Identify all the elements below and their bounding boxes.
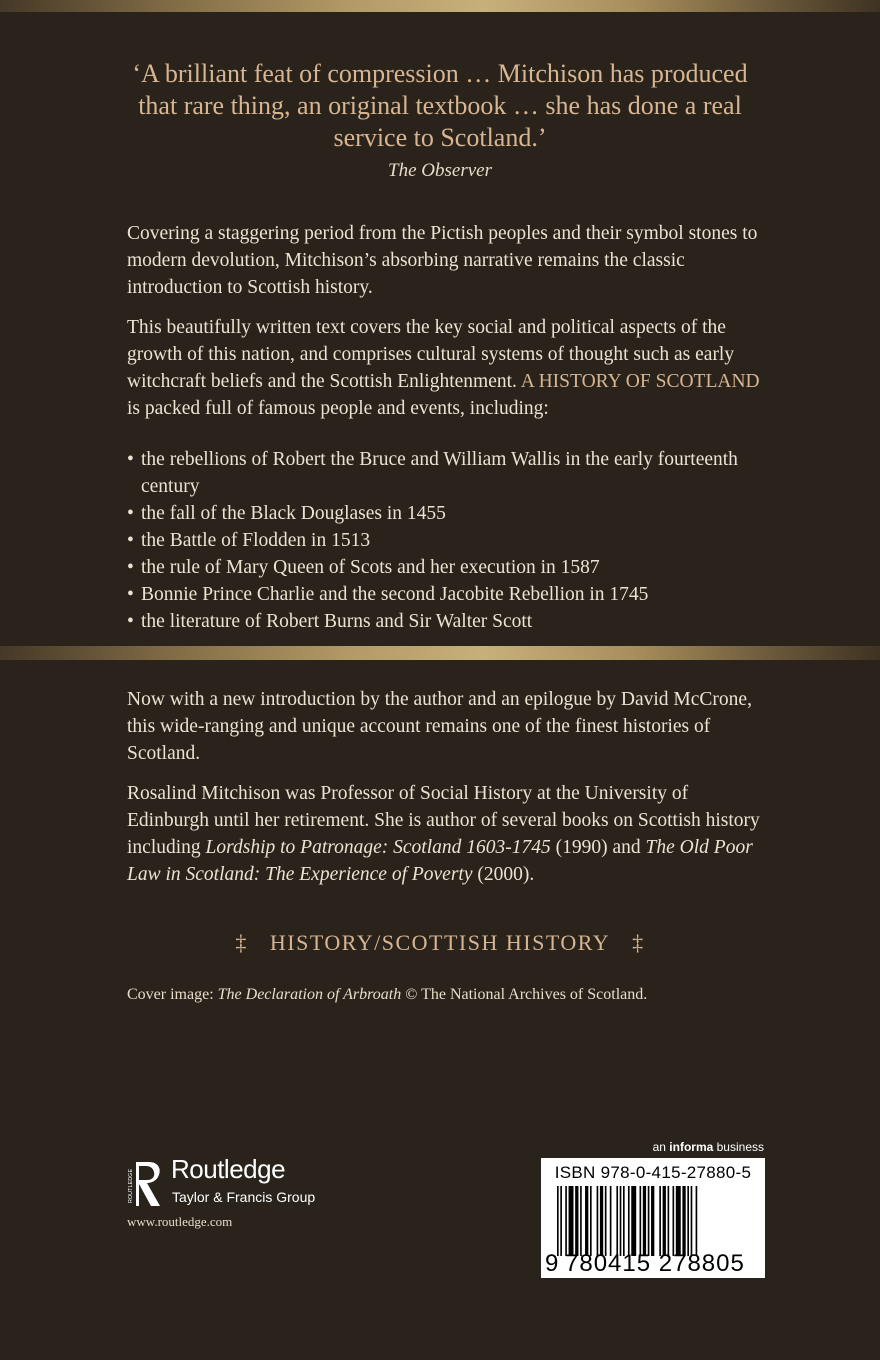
- content-paragraph-text-end: is packed full of famous people and events, including:: [127, 398, 549, 419]
- author-bio-text: Rosalind Mitchison was Professor of Social History at the University of Edinburgh until her retirement. She is author of several books on Scottish history including: [127, 783, 760, 858]
- list-item: • the rebellions of Robert the Bruce and William Wallis in the early fourteenth century: [127, 446, 767, 500]
- cover-image-title: The Declaration of Arbroath: [217, 986, 402, 1003]
- barcode-stripe: [557, 1186, 559, 1256]
- logo-text: ROUTLEDGE: [128, 1168, 134, 1204]
- author-bio-text-2: (1990) and: [550, 837, 646, 858]
- barcode-stripe: [575, 1186, 578, 1256]
- barcode-stripe: [605, 1186, 607, 1256]
- publisher-block: [127, 1152, 367, 1234]
- ean-first-digit: 9: [545, 1250, 560, 1277]
- barcode-stripe: [616, 1186, 618, 1256]
- ean-digits-rest: 780415 278805: [565, 1250, 745, 1277]
- barcode-bars: [557, 1186, 757, 1256]
- barcode-stripe: [691, 1186, 693, 1256]
- barcode-stripe: [673, 1186, 675, 1256]
- review-quote: ‘A brilliant feat of compression … Mitchison has produced that rare thing, an original textbook … she has done a real service to Scotland.’: [132, 59, 748, 152]
- barcode-stripe: [623, 1186, 625, 1256]
- content-paragraph: [127, 314, 767, 422]
- ornament-icon: ‡: [235, 930, 248, 955]
- routledge-logo-icon: [127, 1156, 165, 1212]
- barcode-stripe: [676, 1186, 681, 1256]
- barcode-stripe: [569, 1186, 574, 1256]
- barcode-stripe: [682, 1186, 685, 1256]
- subject-category: [127, 930, 753, 956]
- edition-paragraph: Now with a new introduction by the author and an epilogue by David McCrone, this wide-ranging and unique account remains one of the finest histories of Scotland.: [127, 689, 752, 764]
- list-item: • Bonnie Prince Charlie and the second Jacobite Rebellion in 1745: [127, 581, 767, 608]
- quote-source: The Observer: [388, 160, 492, 181]
- list-item: • the fall of the Black Douglases in 1455: [127, 500, 767, 527]
- author-bio-text-3: (2000).: [472, 864, 535, 885]
- informa-brand: informa: [669, 1140, 714, 1154]
- informa-tagline: [653, 1140, 764, 1154]
- barcode-stripe: [659, 1186, 661, 1256]
- book-title-1: Lordship to Patronage: Scotland 1603-1745: [205, 837, 551, 858]
- category-label: HISTORY/SCOTTISH HISTORY: [269, 930, 611, 955]
- barcode-stripe: [560, 1186, 562, 1256]
- barcode-stripe: [610, 1186, 612, 1256]
- barcode-stripe: [628, 1186, 630, 1256]
- top-gold-band: [0, 0, 880, 12]
- barcode-stripe: [696, 1186, 698, 1256]
- informa-prefix: an: [652, 1140, 670, 1154]
- barcode-stripe: [565, 1186, 567, 1256]
- barcode-stripe: [640, 1186, 642, 1256]
- barcode-stripe: [585, 1186, 588, 1256]
- barcode-stripe: [668, 1186, 670, 1256]
- barcode-stripe: [631, 1186, 636, 1256]
- highlights-list: [127, 446, 767, 635]
- isbn-label: ISBN 978-0-415-27880-5: [554, 1163, 752, 1182]
- barcode-stripe: [663, 1186, 666, 1256]
- intro-paragraph: Covering a staggering period from the Pictish peoples and their symbol stones to modern devolution, Mitchison’s absorbing narrative remains the classic introduction to Scottish history.: [127, 223, 758, 298]
- barcode-stripe: [687, 1186, 689, 1256]
- barcode-stripe: [643, 1186, 646, 1256]
- publisher-group: Taylor & Francis Group: [172, 1189, 316, 1205]
- middle-gold-band: [0, 646, 880, 660]
- book-title-highlight: A HISTORY OF SCOTLAND: [520, 371, 760, 392]
- barcode-stripe: [597, 1186, 599, 1256]
- list-item: • the literature of Robert Burns and Sir Walter Scott: [127, 608, 767, 635]
- cover-credit-prefix: Cover image:: [127, 986, 218, 1003]
- list-item: • the rule of Mary Queen of Scots and her execution in 1587: [127, 554, 767, 581]
- barcode-stripe: [648, 1186, 650, 1256]
- isbn-barcode: [541, 1158, 765, 1278]
- publisher-url: www.routledge.com: [127, 1214, 233, 1229]
- barcode-stripe: [620, 1186, 622, 1256]
- barcode-stripe: [651, 1186, 654, 1256]
- list-item: • the Battle of Flodden in 1513: [127, 527, 767, 554]
- ornament-icon: ‡: [632, 930, 645, 955]
- barcode-stripe: [580, 1186, 582, 1256]
- publisher-name: Routledge: [171, 1154, 286, 1184]
- barcode-stripe: [600, 1186, 603, 1256]
- barcode-stripe: [590, 1186, 592, 1256]
- cover-credit: [127, 986, 767, 1004]
- content-paragraph-text: This beautifully written text covers the key social and political aspects of the growth of this nation, and comprises cultural systems of thought such as early witchcraft beliefs and the Scottish Enlightenment.: [127, 317, 735, 392]
- cover-credit-suffix: © The National Archives of Scotland.: [401, 986, 648, 1003]
- informa-suffix: business: [713, 1140, 764, 1154]
- author-bio: [127, 780, 767, 888]
- book-title-2: The Old Poor Law in Scotland: The Experience of Poverty: [127, 837, 753, 885]
